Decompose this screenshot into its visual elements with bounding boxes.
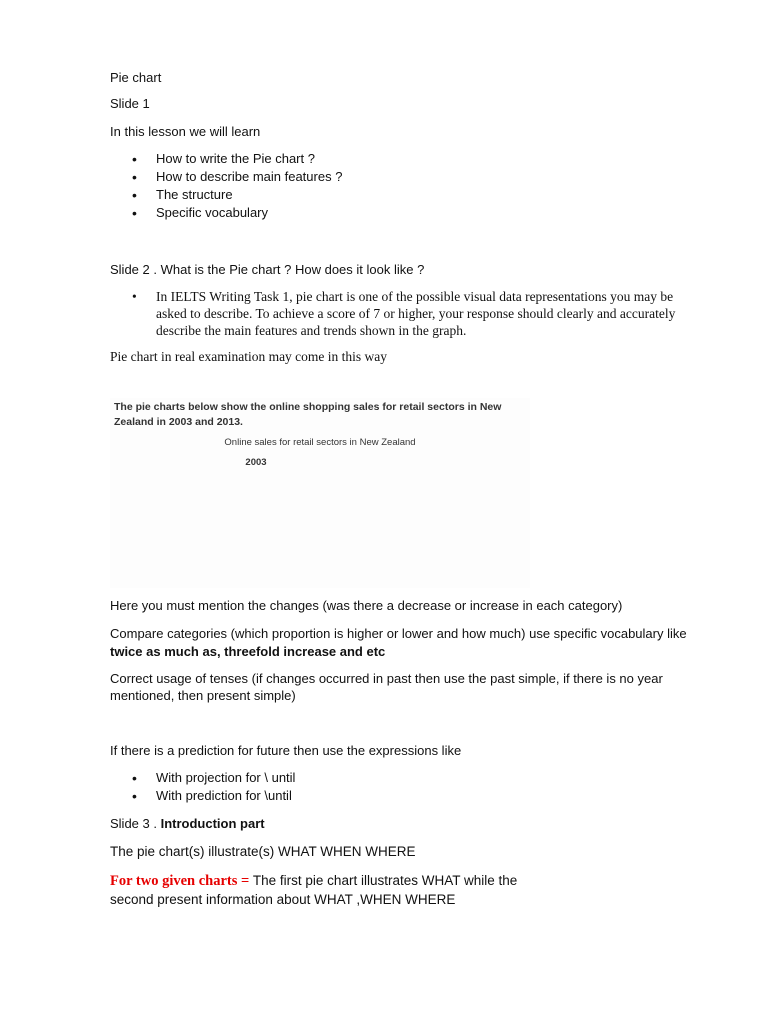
list-item xyxy=(110,150,342,168)
tenses-text: Correct usage of tenses (if changes occurred in past then use the past simple, if there is no year mentioned, then present simple) xyxy=(110,671,663,703)
lesson-bullet-list xyxy=(110,150,342,222)
slide2-heading: Slide 2 . What is the Pie chart ? How does it look like ? xyxy=(110,262,425,277)
heading: Pie chart xyxy=(110,70,162,85)
slide3-heading xyxy=(110,815,265,832)
list-item-text: How to write the Pie chart ? xyxy=(156,151,315,166)
two-charts-red: For two given charts = xyxy=(110,873,253,889)
two-charts-line1 xyxy=(110,872,517,890)
slide2-bullet xyxy=(110,288,710,340)
list-item xyxy=(110,787,295,805)
exam-intro: Pie chart in real examination may come in this way xyxy=(110,349,388,364)
list-item-text: With prediction for \until xyxy=(156,788,292,803)
list-item-text: How to describe main features ? xyxy=(156,169,343,184)
chart-subtitle: Online sales for retail sectors in New Zealand xyxy=(224,437,416,448)
slide3-prefix: Slide 3 . xyxy=(110,816,161,831)
pie-charts-svg xyxy=(110,398,530,588)
two-charts-line2: second present information about WHAT ,WHEN WHERE xyxy=(110,892,456,907)
list-item xyxy=(110,204,342,222)
list-item-text: The structure xyxy=(156,187,233,202)
compare-bold: twice as much as, threefold increase and etc xyxy=(110,644,386,659)
chart-title: The pie charts below show the online shopping sales for retail sectors in New Zealand in 2003 and 2013. xyxy=(114,401,502,428)
illustrates-line: The pie chart(s) illustrate(s) WHAT WHEN WHERE xyxy=(110,844,416,859)
slide1-label: Slide 1 xyxy=(110,96,150,111)
pie-year-label: 2003 xyxy=(245,457,267,468)
slide2-bullet-text: In IELTS Writing Task 1, pie chart is one of the possible visual data representations you may be asked to describe. To achieve a score of 7 or higher, your response should clearly and accurately describe the main features and trends shown in the graph. xyxy=(156,289,676,338)
slide3-bold: Introduction part xyxy=(160,816,265,831)
list-item xyxy=(110,186,342,204)
lesson-intro: In this lesson we will learn xyxy=(110,124,261,139)
compare-text: Compare categories (which proportion is higher or lower and how much) use specific vocabulary like xyxy=(110,626,687,641)
pie-chart-figure xyxy=(110,398,530,588)
list-item xyxy=(110,168,342,186)
prediction-intro: If there is a prediction for future then use the expressions like xyxy=(110,743,462,758)
mention-changes: Here you must mention the changes (was there a decrease or increase in each category) xyxy=(110,598,623,613)
list-item xyxy=(110,769,295,787)
two-charts-rest: The first pie chart illustrates WHAT while the xyxy=(252,873,518,888)
list-item-text: With projection for \ until xyxy=(156,770,296,785)
bullet-dot: • xyxy=(132,289,137,304)
prediction-bullet-list xyxy=(110,769,295,805)
list-item-text: Specific vocabulary xyxy=(156,205,268,220)
